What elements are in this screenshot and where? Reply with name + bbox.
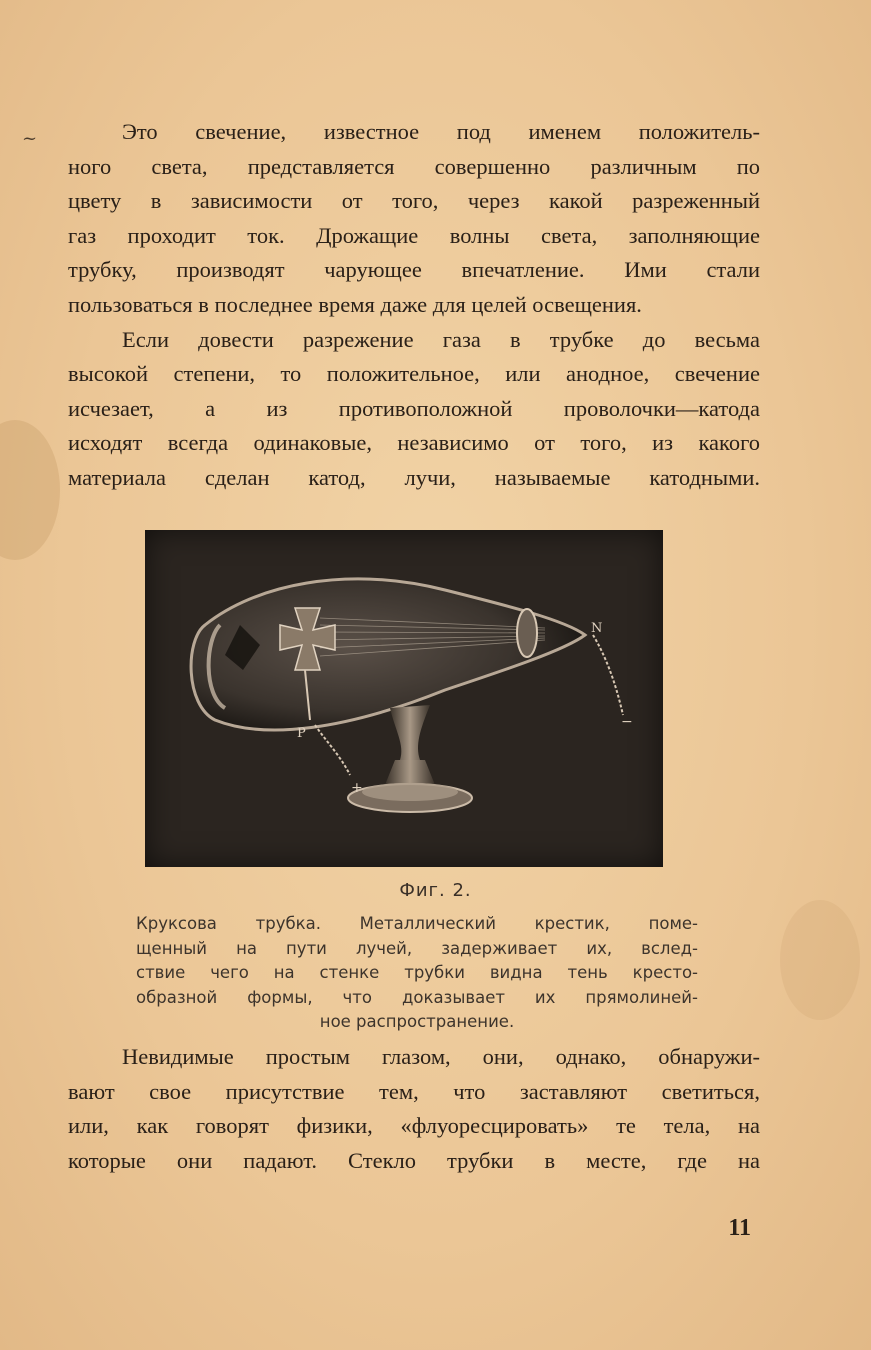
figure-caption — [136, 912, 698, 1035]
caption-line: ное распространение. — [319, 1012, 515, 1031]
text-line: Невидимые простым глазом, они, однако, обнаружи- — [122, 1044, 760, 1069]
crookes-tube-figure — [145, 530, 663, 867]
cathode-disc — [517, 609, 537, 657]
body-text-bottom — [68, 1040, 760, 1178]
text-line: материала сделан катод, лучи, называемые катодными. — [68, 464, 760, 490]
crookes-tube-illustration — [145, 530, 663, 867]
text-line: ного света, представляется совершенно различным по — [68, 153, 760, 179]
anode-wire — [315, 725, 350, 775]
text-line: вают свое присутствие тем, что заставляют светиться, — [68, 1078, 760, 1104]
text-line: Это свечение, известное под именем положитель- — [122, 119, 760, 144]
minus-sign: − — [621, 714, 633, 730]
caption-line: щенный на пути лучей, задерживает их, вслед- — [136, 938, 698, 958]
tube-neck — [390, 705, 430, 760]
paragraph-2 — [68, 323, 760, 496]
cathode-wire — [593, 635, 623, 715]
text-line: трубку, производят чарующее впечатление. Ими стали — [68, 257, 760, 283]
cathode-label: N — [591, 621, 603, 636]
page-stain — [780, 900, 860, 1020]
paragraph-3 — [68, 1040, 760, 1178]
caption-line: Круксова трубка. Металлический крестик, поме- — [136, 914, 698, 933]
text-line: Если довести разрежение газа в трубке до весьма — [122, 326, 760, 352]
caption-line: ствие чего на стенке трубки видна тень кресто- — [136, 963, 698, 982]
page-stain — [0, 420, 60, 560]
text-line: пользоваться в последнее время даже для целей освещения. — [68, 291, 642, 317]
anode-label: P — [297, 726, 306, 741]
paragraph-1 — [68, 115, 760, 323]
text-line: исходят всегда одинаковые, независимо от того, из какого — [68, 430, 760, 456]
text-line: которые они падают. Стекло трубки в месте, где на — [68, 1147, 760, 1173]
text-line: исчезает, а из противоположной проволочки—катода — [68, 395, 760, 421]
text-line: цвету в зависимости от того, через какой разреженный — [68, 188, 760, 214]
page-number: 11 — [728, 1215, 751, 1241]
figure-label: Фиг. 2. — [399, 880, 472, 901]
margin-mark: ~ — [22, 128, 38, 149]
plus-sign: + — [351, 780, 363, 796]
text-line: высокой степени, то положительное, или анодное, свечение — [68, 361, 760, 387]
text-line: газ проходит ток. Дрожащие волны света, заполняющие — [68, 222, 760, 248]
text-line: или, как говорят физики, «флуоресцировать» те тела, на — [68, 1113, 760, 1139]
stand-column — [385, 760, 435, 785]
body-text-top — [68, 115, 760, 496]
caption-line: образной формы, что доказывает их прямолиней- — [136, 987, 698, 1007]
